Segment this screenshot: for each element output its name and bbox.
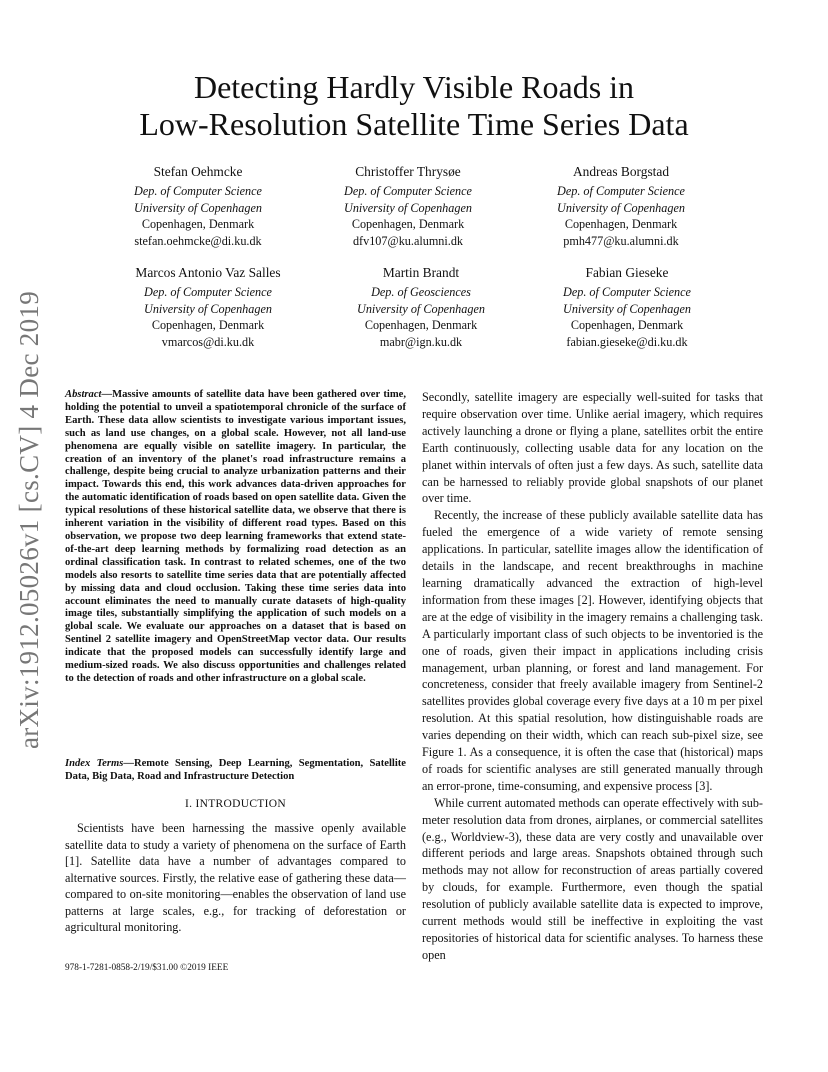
author-university: University of Copenhagen (557, 200, 685, 215)
author-location: Copenhagen, Denmark (564, 217, 678, 232)
author-department: Dep. of Computer Science (144, 284, 272, 299)
author-department: Dep. of Computer Science (557, 183, 685, 198)
abstract-label: Abstract (65, 389, 102, 400)
author-location: Copenhagen, Denmark (141, 217, 255, 232)
author-block (298, 164, 518, 250)
author-department: Dep. of Computer Science (563, 284, 691, 299)
author-department: Dep. of Computer Science (134, 183, 262, 198)
author-email: stefan.oehmcke@di.ku.dk (134, 234, 262, 249)
author-name: Christoffer Thrysøe (355, 164, 461, 179)
copyright-notice: 978-1-7281-0858-2/19/$31.00 ©2019 IEEE (65, 963, 229, 973)
paper-title (80, 69, 748, 143)
author-name: Martin Brandt (382, 265, 460, 280)
abstract (65, 389, 406, 686)
author-block (511, 164, 731, 250)
author-university: University of Copenhagen (134, 200, 262, 215)
author-location: Copenhagen, Denmark (364, 318, 478, 333)
author-email: vmarcos@di.ku.dk (161, 335, 255, 350)
right-column (422, 389, 763, 964)
author-email: mabr@ign.ku.dk (379, 335, 463, 350)
author-university: University of Copenhagen (563, 301, 691, 316)
title-line-2: Low-Resolution Satellite Time Series Data (139, 106, 689, 142)
body-paragraph: Secondly, satellite imagery are especially well-suited for tasks that require observation over time. Unlike aerial imagery, which requires actively launching a drone or flying a plane, satellites orbit the entire Earth continuously, collecting usable data for any location on the planet within intervals of often just a few days. As such, satellite data can be harnessed to reliably provide global snapshots of our planet over time. (422, 390, 763, 506)
intro-paragraph: Scientists have been harnessing the massive openly available satellite data to study a variety of phenomena on the surface of Earth [1]. Satellite data have a number of advantages compared to alternative sources. Firstly, the relative ease of gathering these data—compared to on-site monitoring—enables the observation of land use patterns at large scales, e.g., for tracking of deforestation or agricultural monitoring. (65, 821, 406, 934)
author-name: Stefan Oehmcke (153, 164, 243, 179)
abstract-text: —Massive amounts of satellite data have been gathered over time, holding the potential to unveil a spatiotemporal chronicle of the surface of Earth. These data allow scientists to investigate various important issues, such as land use changes, on a global scale. However, not all land-use phenomena are equally visible on satellite imagery. In particular, the creation of an inventory of the planet's road infrastructure remains a challenge, despite being crucial to analyze urbanization patterns and their impact. Towards this end, this work advances data-driven approaches for the automatic identification of roads based on open satellite data. Given the typical resolutions of these historical satellite data, we observe that there is inherent variation in the visibility of different road types. Based on this observation, we propose two deep learning frameworks that extend state-of-the-art deep learning methods by formalizing road detection as an ordinal classification task. In contrast to related schemes, one of the two models also resorts to satellite time series data that are potentially affected by missing data and cloud occlusion. Taking these time series data into account eliminates the need to manually curate datasets of high-quality image tiles, substantially simplifying the application of such models on a global scale. We evaluate our approaches on a dataset that is based on Sentinel 2 satellite imagery and OpenStreetMap vector data. Our results indicate that the proposed models can successfully identify large and medium-sized roads. We also discuss opportunities and challenges related to the detection of roads and other infrastructure on a global scale. (65, 389, 406, 684)
author-department: Dep. of Geosciences (371, 284, 471, 299)
author-block (311, 265, 531, 351)
author-university: University of Copenhagen (144, 301, 272, 316)
author-email: dfv107@ku.alumni.dk (352, 234, 464, 249)
author-name: Marcos Antonio Vaz Salles (135, 265, 281, 280)
title-line-1: Detecting Hardly Visible Roads in (193, 69, 635, 105)
section-heading: I. INTRODUCTION (185, 798, 286, 810)
author-university: University of Copenhagen (357, 301, 485, 316)
author-email: pmh477@ku.alumni.dk (563, 234, 679, 249)
index-terms-text: —Remote Sensing, Deep Learning, Segmentation, Satellite Data, Big Data, Road and Infrastructure Detection (65, 758, 407, 782)
body-paragraph: While current automated methods can operate effectively with sub-meter resolution data from drones, airplanes, or commercial satellites (e.g., Worldview-3), these data are very costly and unavailable over different periods and large areas. Snapshots obtained through such methods may not allow for reconstruction of areas partially covered by clouds, for example. Furthermore, even though the spatial resolution of publicly available satellite data is expected to improve, current methods would still be ineffective in exploiting the vast repositories of historical data for scientific analyses. To harness these open (422, 795, 763, 962)
author-department: Dep. of Computer Science (344, 183, 472, 198)
author-location: Copenhagen, Denmark (151, 318, 265, 333)
index-terms (65, 758, 406, 784)
author-name: Andreas Borgstad (572, 164, 670, 179)
author-block (517, 265, 737, 351)
author-block (88, 164, 308, 250)
author-location: Copenhagen, Denmark (570, 318, 684, 333)
body-paragraph: Recently, the increase of these publicly available satellite data has fueled the emergence of a wide variety of remote sensing applications. In particular, satellite images allow the identification of details in the landscape, and recent breakthroughs in machine learning dramatically advanced the extraction of high-level information from these images [2]. However, identifying objects that are at the edge of visibility in the imagery remains a challenging task. A particularly important class of such objects to be inventoried is the one of roads, given their impact in applications including crisis management, urban planning, or forest and land management. For concreteness, consider that freely available imagery from Sentinel-2 satellites provides global coverage every five days at a 10 m per pixel resolution. At this spatial resolution, how distinguishable roads are varies depending on their width, which can reach sub-pixel size, see Figure 1. As a consequence, it is often the case that (historical) maps of roads for scientific analyses are still generated manually through an error-prone, time-consuming, and expensive process [3]. (422, 508, 763, 793)
author-name: Fabian Gieseke (585, 265, 669, 280)
index-terms-label: Index Terms (65, 758, 124, 769)
author-location: Copenhagen, Denmark (351, 217, 465, 232)
author-block (98, 265, 318, 351)
author-email: fabian.gieseke@di.ku.dk (566, 335, 688, 350)
arxiv-identifier: arXiv:1912.05026v1 [cs.CV] 4 Dec 2019 (14, 290, 44, 750)
author-university: University of Copenhagen (344, 200, 472, 215)
